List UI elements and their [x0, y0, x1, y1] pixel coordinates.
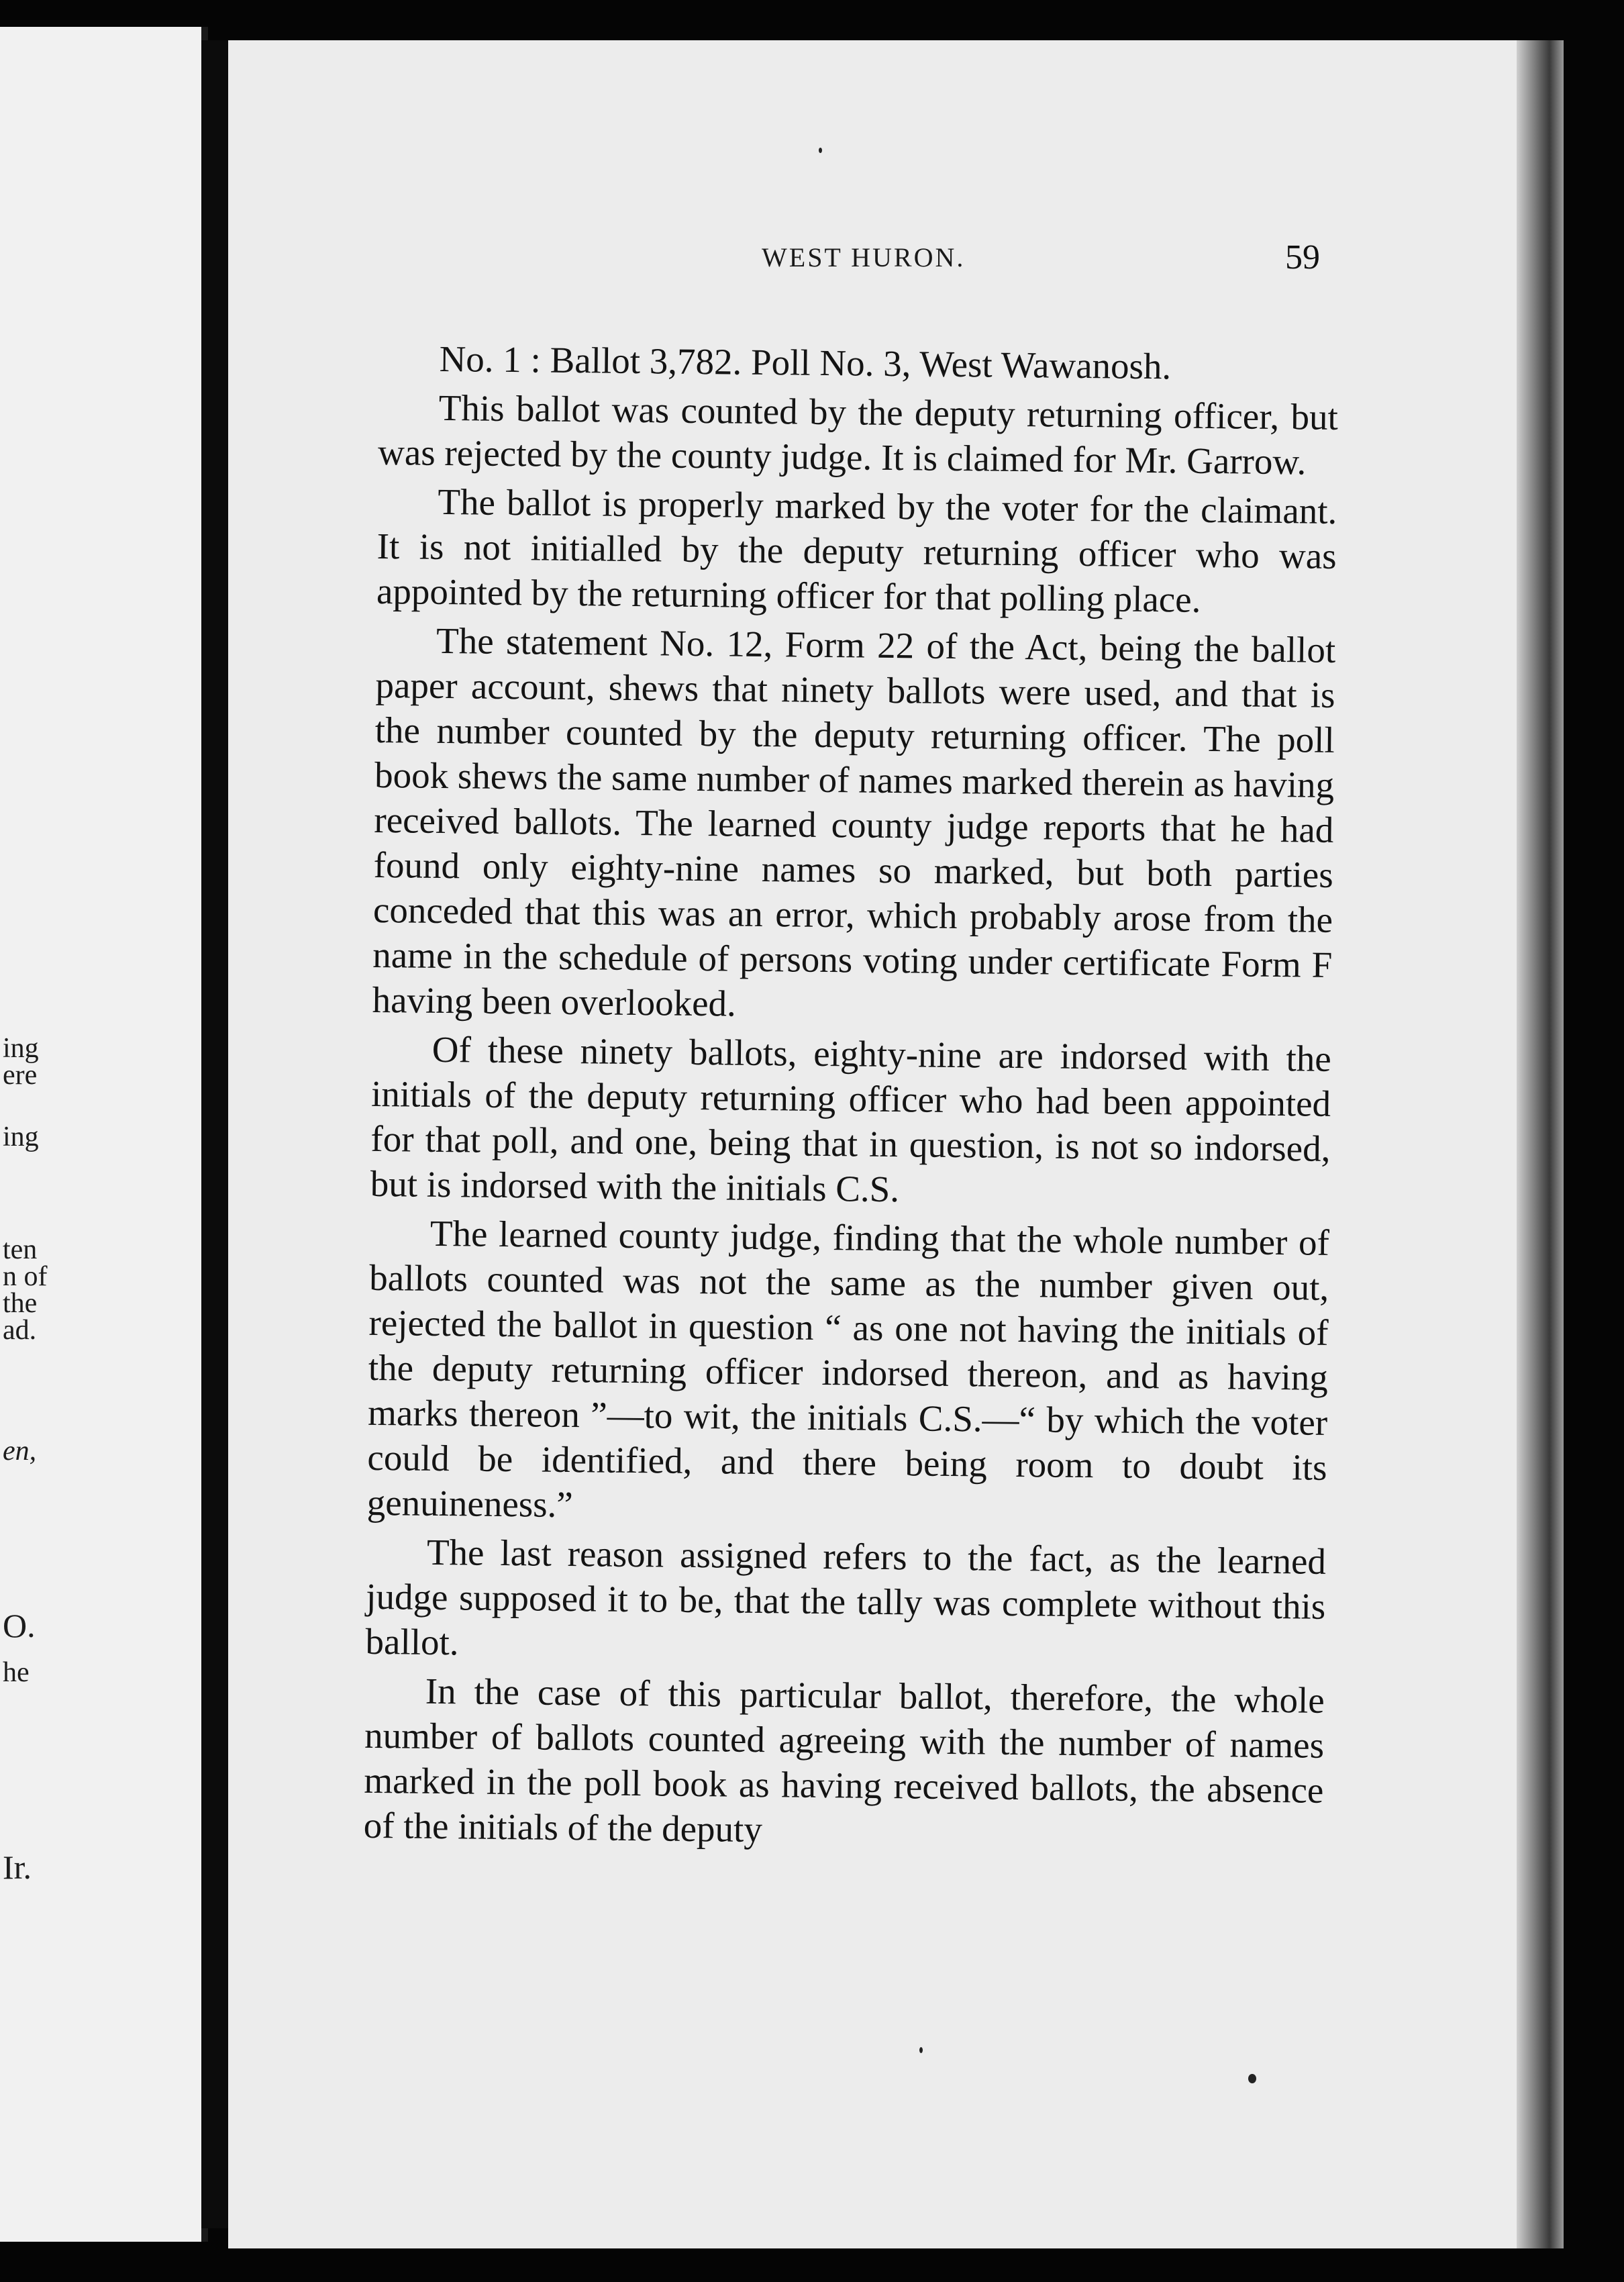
paragraph: The learned county judge, finding that the whole number of ballots counted was not the same as the number given out, rejected the ballot in question “ as one not having the initials of the deputy returning officer indorsed thereon, and as having marks thereon ”—to wit, the initials C.S.—“ by which the voter could be identified, and there being room to doubt its genuineness.” [366, 1212, 1330, 1526]
case-heading: No. 1 : Ballot 3,782. Poll No. 3, West Wawanosh. [439, 338, 1172, 387]
paragraph: This ballot was counted by the deputy returning officer, but was rejected by the county judge. It is claimed for Mr. Garrow. [377, 387, 1339, 483]
facing-page-fragment: O. [3, 1607, 36, 1644]
facing-page-fragment: ing [3, 1122, 39, 1152]
facing-page-fragment: ere [3, 1060, 38, 1091]
facing-page-fragment: ten [3, 1234, 38, 1265]
facing-page-fragment: the [3, 1288, 38, 1319]
facing-page [0, 27, 208, 2242]
paragraph: The last reason assigned refers to the fact, as the learned judge supposed it to be, that the tally was complete without this ballot. [365, 1531, 1327, 1663]
facing-page-fragment: ad. [3, 1315, 37, 1346]
facing-page-fragment: en, [3, 1436, 37, 1467]
running-head-title: WEST HURON. [762, 242, 966, 272]
running-head [228, 238, 1564, 289]
ink-speck [919, 2047, 923, 2053]
facing-page-fragment: n of [3, 1261, 48, 1292]
ink-speck [1248, 2074, 1256, 2083]
facing-page-fragment: ing [3, 1033, 39, 1064]
paragraph: The ballot is properly marked by the voter for the claimant. It is not initialled by the deputy returning officer who was appointed by the returning officer for that polling place. [376, 481, 1337, 620]
main-page [228, 40, 1564, 2248]
facing-page-fragment: Ir. [3, 1848, 32, 1886]
book-gutter [201, 40, 228, 2228]
page-edge-shadow [1517, 40, 1564, 2248]
paragraph: Of these ninety ballots, eighty-nine are indorsed with the initials of the deputy returning officer who had been appointed for that poll, and one, being that in question, is not so indorsed, but is indorsed with the initials C.S. [370, 1028, 1332, 1210]
paragraph: The statement No. 12, Form 22 of the Act, being the ballot paper account, shews that ninety ballots were used, and that is the number counted by the deputy returning officer. The poll book shews the same number of names marked therein as having received ballots. The learned county judge reports that he had found only eighty-nine names so marked, but both parties conceded that this was an error, which probably arose from the name in the schedule of persons voting under certificate Form F having been overlooked. [372, 619, 1336, 1024]
page-number: 59 [1285, 238, 1320, 277]
facing-page-fragment: he [3, 1657, 30, 1688]
paragraph: In the case of this particular ballot, therefore, the whole number of ballots counted agreeing with the number of names marked in the poll book as having received ballots, the absence of the initials of the deputy [363, 1670, 1325, 1850]
body-text [363, 336, 1339, 1862]
ink-speck [819, 148, 822, 153]
